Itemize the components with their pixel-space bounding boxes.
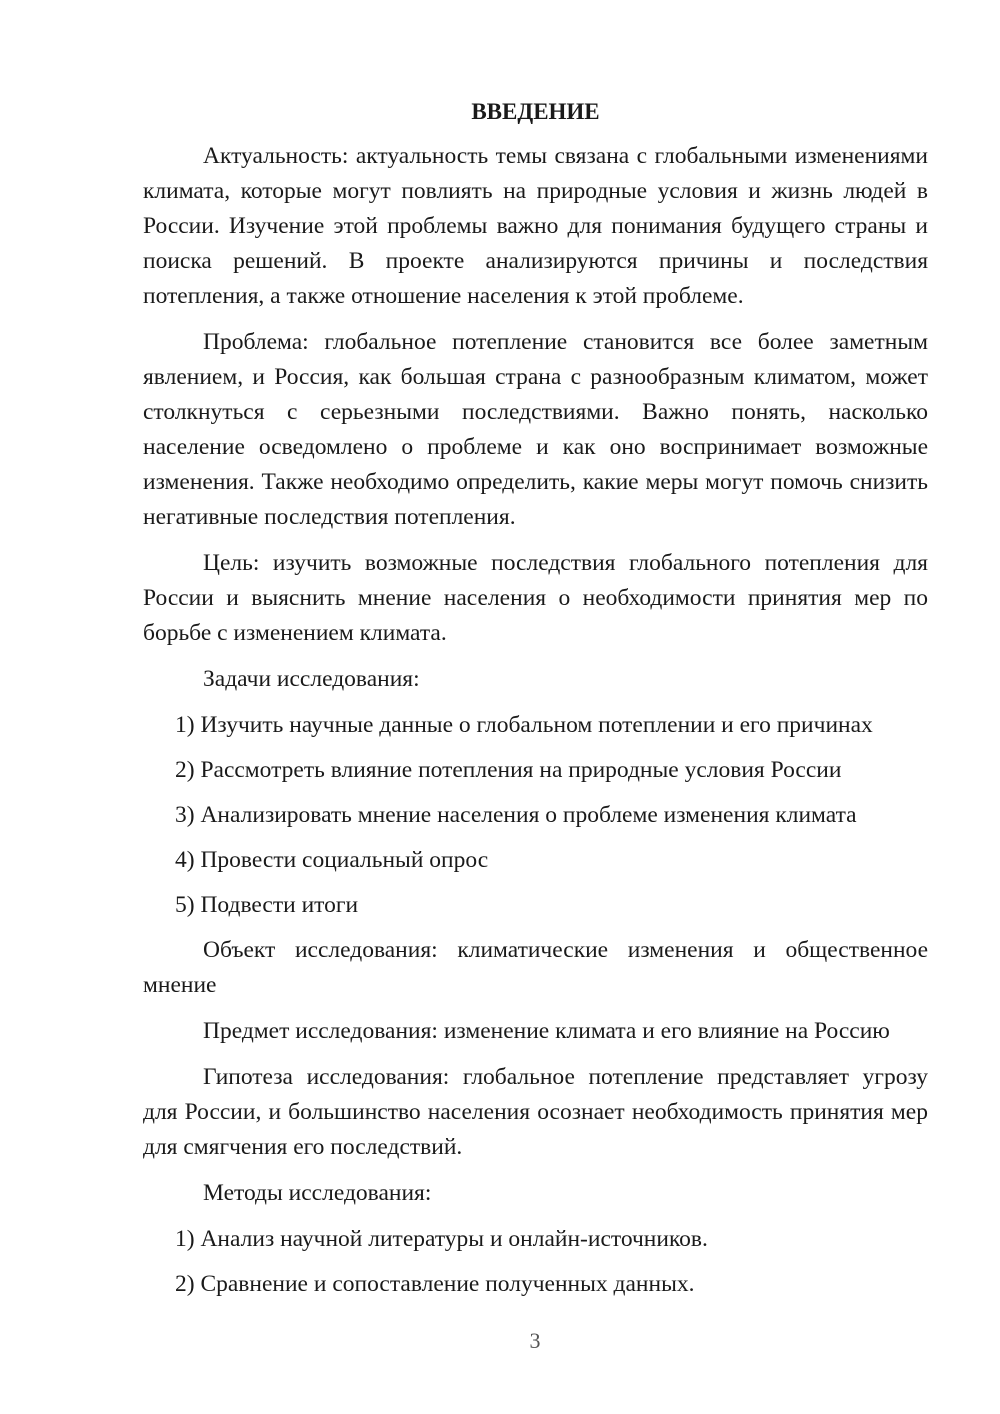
methods-label: Методы исследования: bbox=[203, 1180, 432, 1206]
tasks-label: Задачи исследования: bbox=[203, 666, 420, 692]
page-content bbox=[143, 94, 928, 1312]
tasks-list bbox=[143, 708, 928, 923]
list-item: 4) Провести социальный опрос bbox=[175, 847, 489, 873]
object-paragraph: Объект исследования: климатические изменения и общественное мнение bbox=[143, 937, 928, 998]
methods-list bbox=[143, 1222, 928, 1302]
page-title: ВВЕДЕНИЕ bbox=[471, 99, 600, 124]
relevance-paragraph: Актуальность: актуальность темы связана с глобальными изменениями климата, которые могут повлиять на природные условия и жизнь людей в России. Изучение этой проблемы важно для понимания будущего страны и поиска решений. В проекте анализируются причины и последствия потепления, а также отношение населения к этой проблеме. bbox=[143, 143, 928, 309]
page-number: 3 bbox=[529, 1328, 541, 1353]
hypothesis-paragraph: Гипотеза исследования: глобальное потепление представляет угрозу для России, и большинство населения осознает необходимость принятия мер для смягчения его последствий. bbox=[143, 1064, 928, 1160]
problem-paragraph: Проблема: глобальное потепление становится все более заметным явлением, и Россия, как большая страна с разнообразным климатом, может столкнуться с серьезными последствиями. Важно понять, насколько население осведомлено о проблеме и как оно воспринимает возможные изменения. Также необходимо определить, какие меры могут помочь снизить негативные последствия потепления. bbox=[143, 329, 928, 530]
list-item: 5) Подвести итоги bbox=[175, 892, 359, 918]
list-item: 1) Анализ научной литературы и онлайн-источников. bbox=[175, 1226, 708, 1252]
list-item: 1) Изучить научные данные о глобальном потеплении и его причинах bbox=[175, 712, 873, 738]
subject-paragraph: Предмет исследования: изменение климата и его влияние на Россию bbox=[203, 1018, 890, 1044]
goal-paragraph: Цель: изучить возможные последствия глобального потепления для России и выяснить мнение населения о необходимости принятия мер по борьбе с изменением климата. bbox=[143, 550, 928, 646]
list-item: 2) Сравнение и сопоставление полученных данных. bbox=[175, 1271, 695, 1297]
list-item: 2) Рассмотреть влияние потепления на природные условия России bbox=[175, 757, 842, 783]
list-item: 3) Анализировать мнение населения о проблеме изменения климата bbox=[175, 802, 857, 828]
